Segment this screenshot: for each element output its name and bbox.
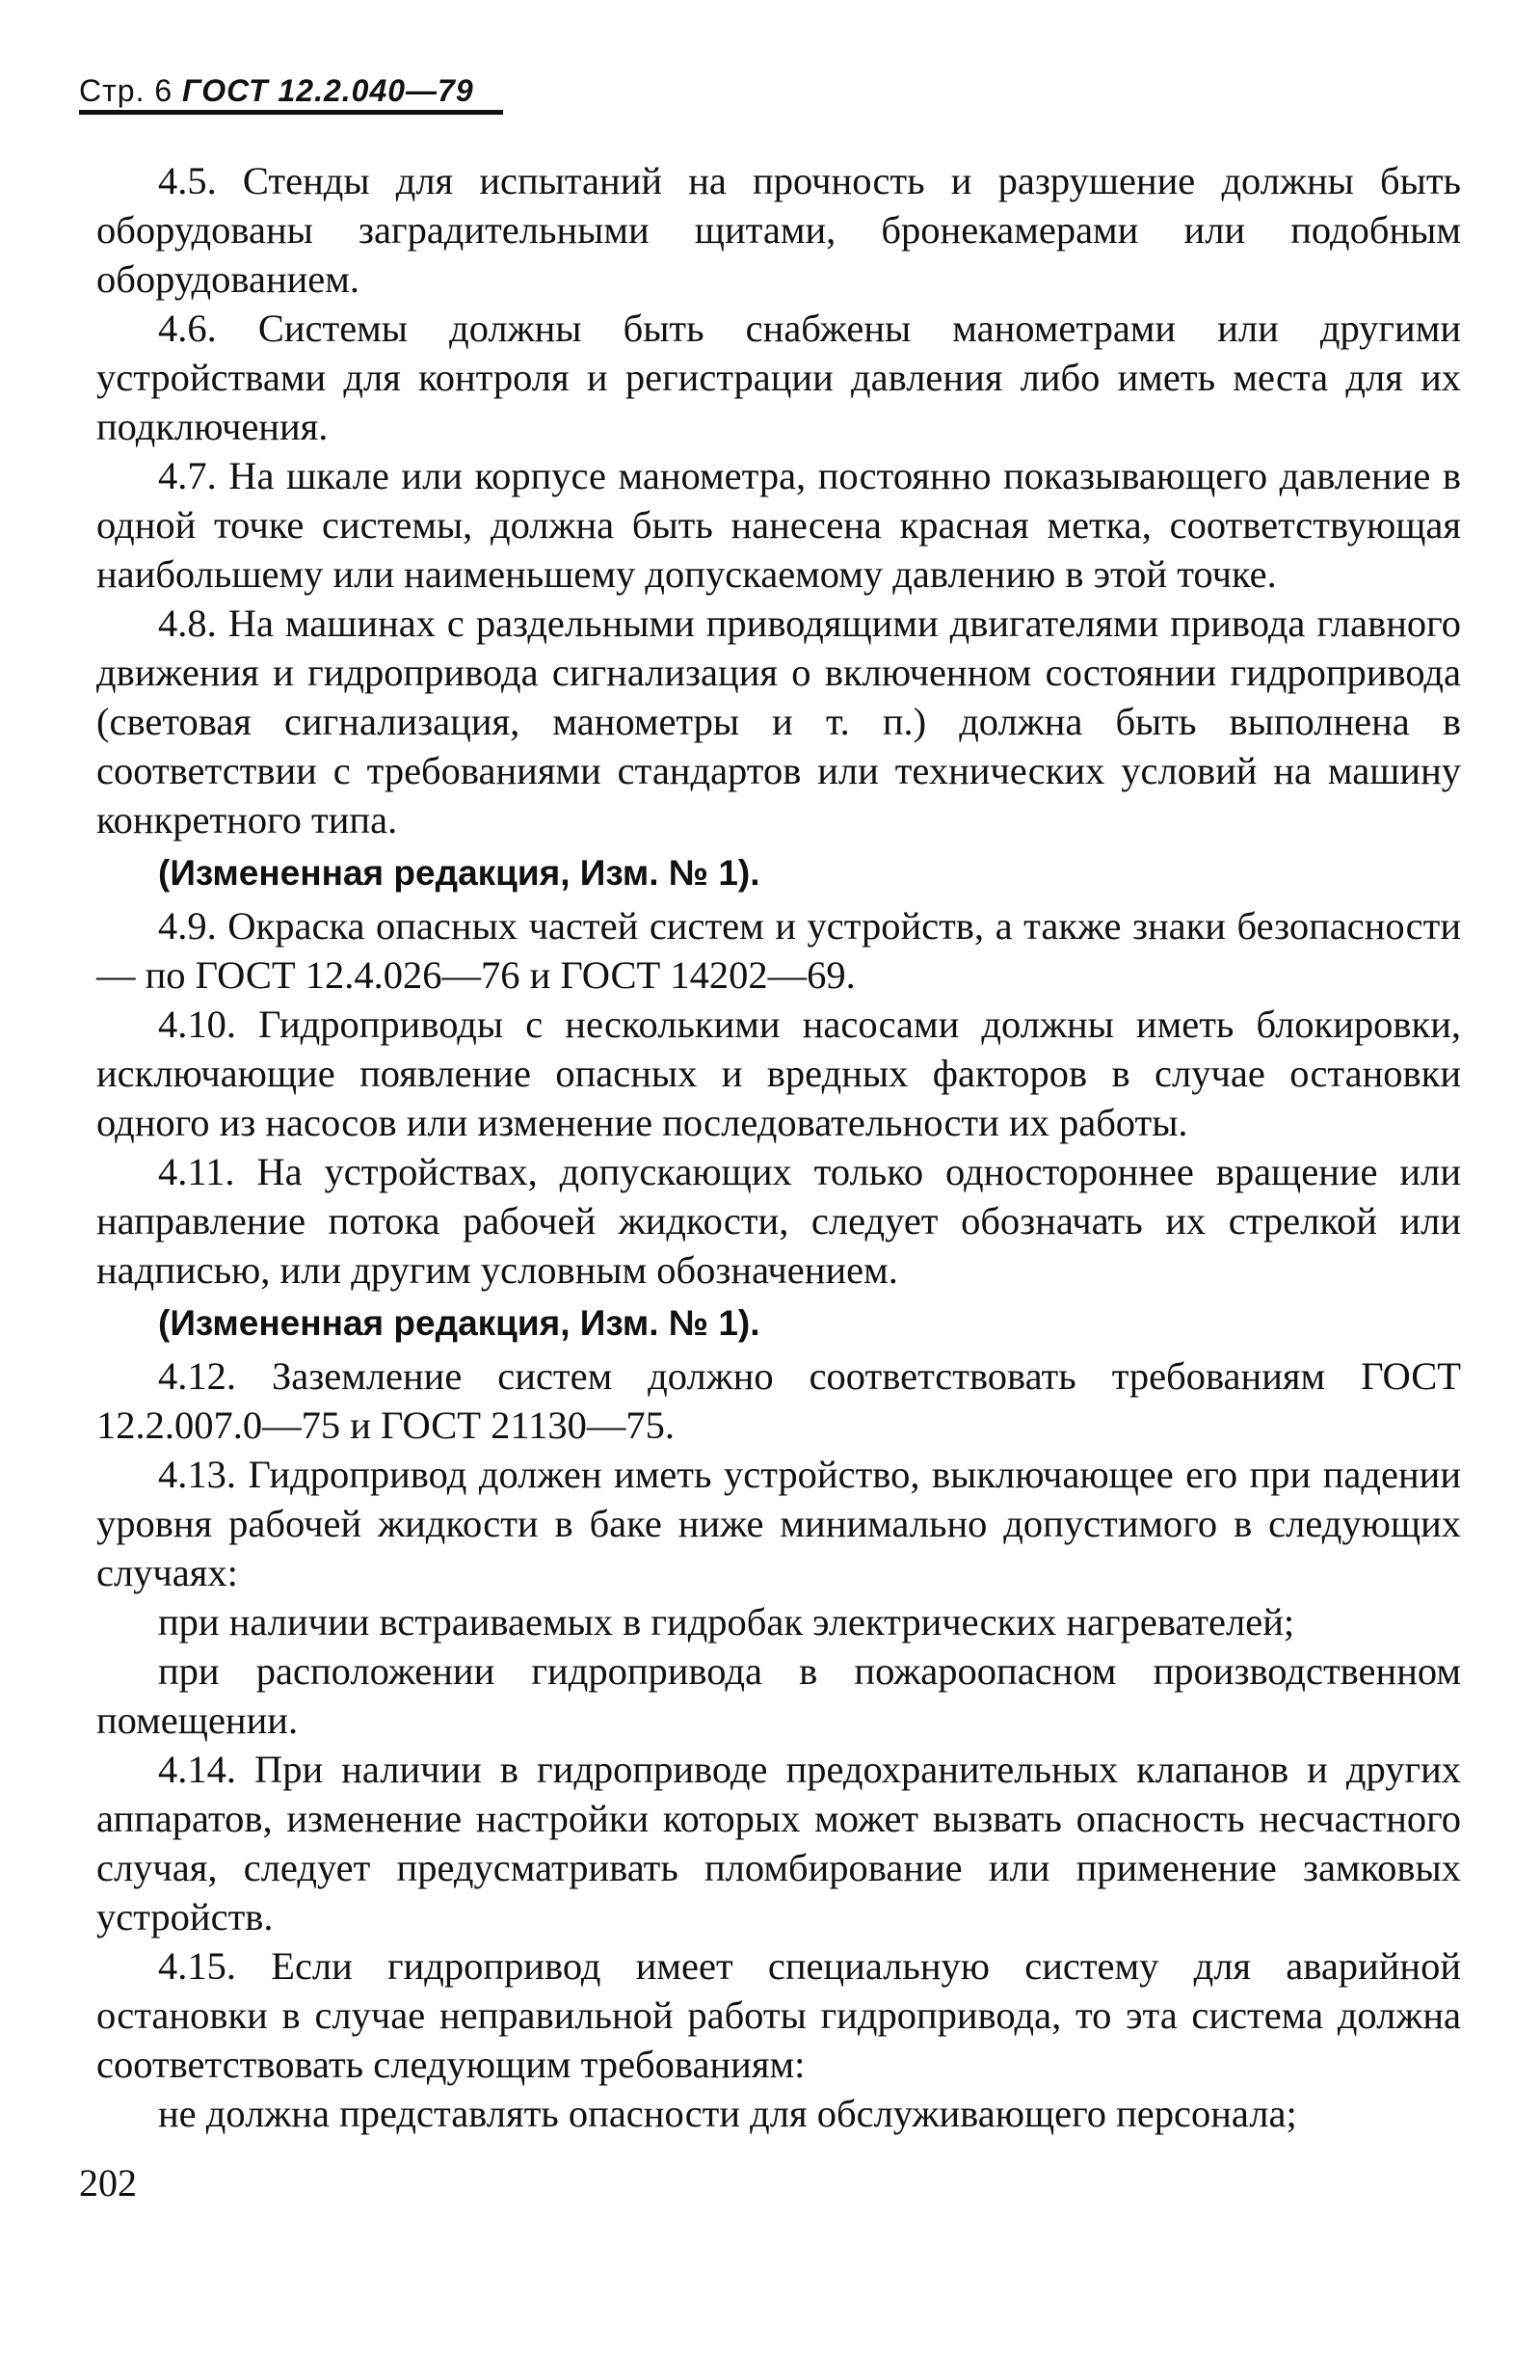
paragraph-4-9: 4.9. Окраска опасных частей систем и устройств, а также знаки безопасности — по ГОСТ 12.4.026—76 и ГОСТ 14202—69. [96, 904, 1461, 997]
paragraph-4-14: 4.14. При наличии в гидроприводе предохранительных клапанов и других аппаратов, изменение настройки которых может вызвать опасность несчастного случая, следует предусматривать пломбирование или применение замковых устройств. [96, 1748, 1461, 1939]
header-page-label: Стр. 6 [79, 73, 173, 108]
list-item: при расположении гидропривода в пожароопасном производственном помещении. [96, 1649, 1461, 1742]
amendment-note: (Измененная редакция, Изм. № 1). [158, 1303, 760, 1343]
amendment-note: (Измененная редакция, Изм. № 1). [158, 853, 760, 893]
list-item: не должна представлять опасности для обслуживающего персонала; [158, 2092, 1297, 2135]
paragraph-4-7: 4.7. На шкале или корпусе манометра, постоянно показывающего давление в одной точке системы, должна быть нанесена красная метка, соответствующая наибольшему или наименьшему допускаемому давлению в этой точке. [96, 454, 1461, 596]
paragraph-4-6: 4.6. Системы должны быть снабжены манометрами или другими устройствами для контроля и регистрации давления либо иметь места для их подключения. [96, 307, 1461, 448]
body-text [96, 156, 1461, 2138]
paragraph-4-12: 4.12. Заземление систем должно соответствовать требованиям ГОСТ 12.2.007.0—75 и ГОСТ 21130—75. [96, 1354, 1461, 1447]
paragraph-4-11: 4.11. На устройствах, допускающих только одностороннее вращение или направление потока рабочей жидкости, следует обозначать их стрелкой или надписью, или другим условным обозначением. [96, 1150, 1461, 1292]
paragraph-4-13: 4.13. Гидропривод должен иметь устройство, выключающее его при падении уровня рабочей жидкости в баке ниже минимально допустимого в следующих случаях: [96, 1453, 1461, 1594]
paragraph-4-8: 4.8. На машинах с раздельными приводящими двигателями привода главного движения и гидропривода сигнализация о включенном состоянии гидропривода (световая сигнализация, манометры и т. п.) должна быть выполнена в соответствии с требованиями стандартов или технических условий на машину конкретного типа. [96, 602, 1461, 842]
paragraph-4-10: 4.10. Гидроприводы с несколькими насосами должны иметь блокировки, исключающие появление опасных и вредных факторов в случае остановки одного из насосов или изменение последовательности их работы. [96, 1003, 1461, 1144]
list-item: при наличии встраиваемых в гидробак электрических нагревателей; [158, 1600, 1295, 1644]
header-standard-number: ГОСТ 12.2.040—79 [182, 73, 474, 108]
page-number: 202 [79, 2161, 137, 2205]
paragraph-4-15: 4.15. Если гидропривод имеет специальную систему для аварийной остановки в случае неправильной работы гидропривода, то эта система должна соответствовать следующим требованиям: [96, 1944, 1461, 2086]
paragraph-4-5: 4.5. Стенды для испытаний на прочность и разрушение должны быть оборудованы заградительными щитами, бронекамерами или подобным оборудованием. [96, 159, 1461, 301]
page-header [79, 71, 503, 115]
